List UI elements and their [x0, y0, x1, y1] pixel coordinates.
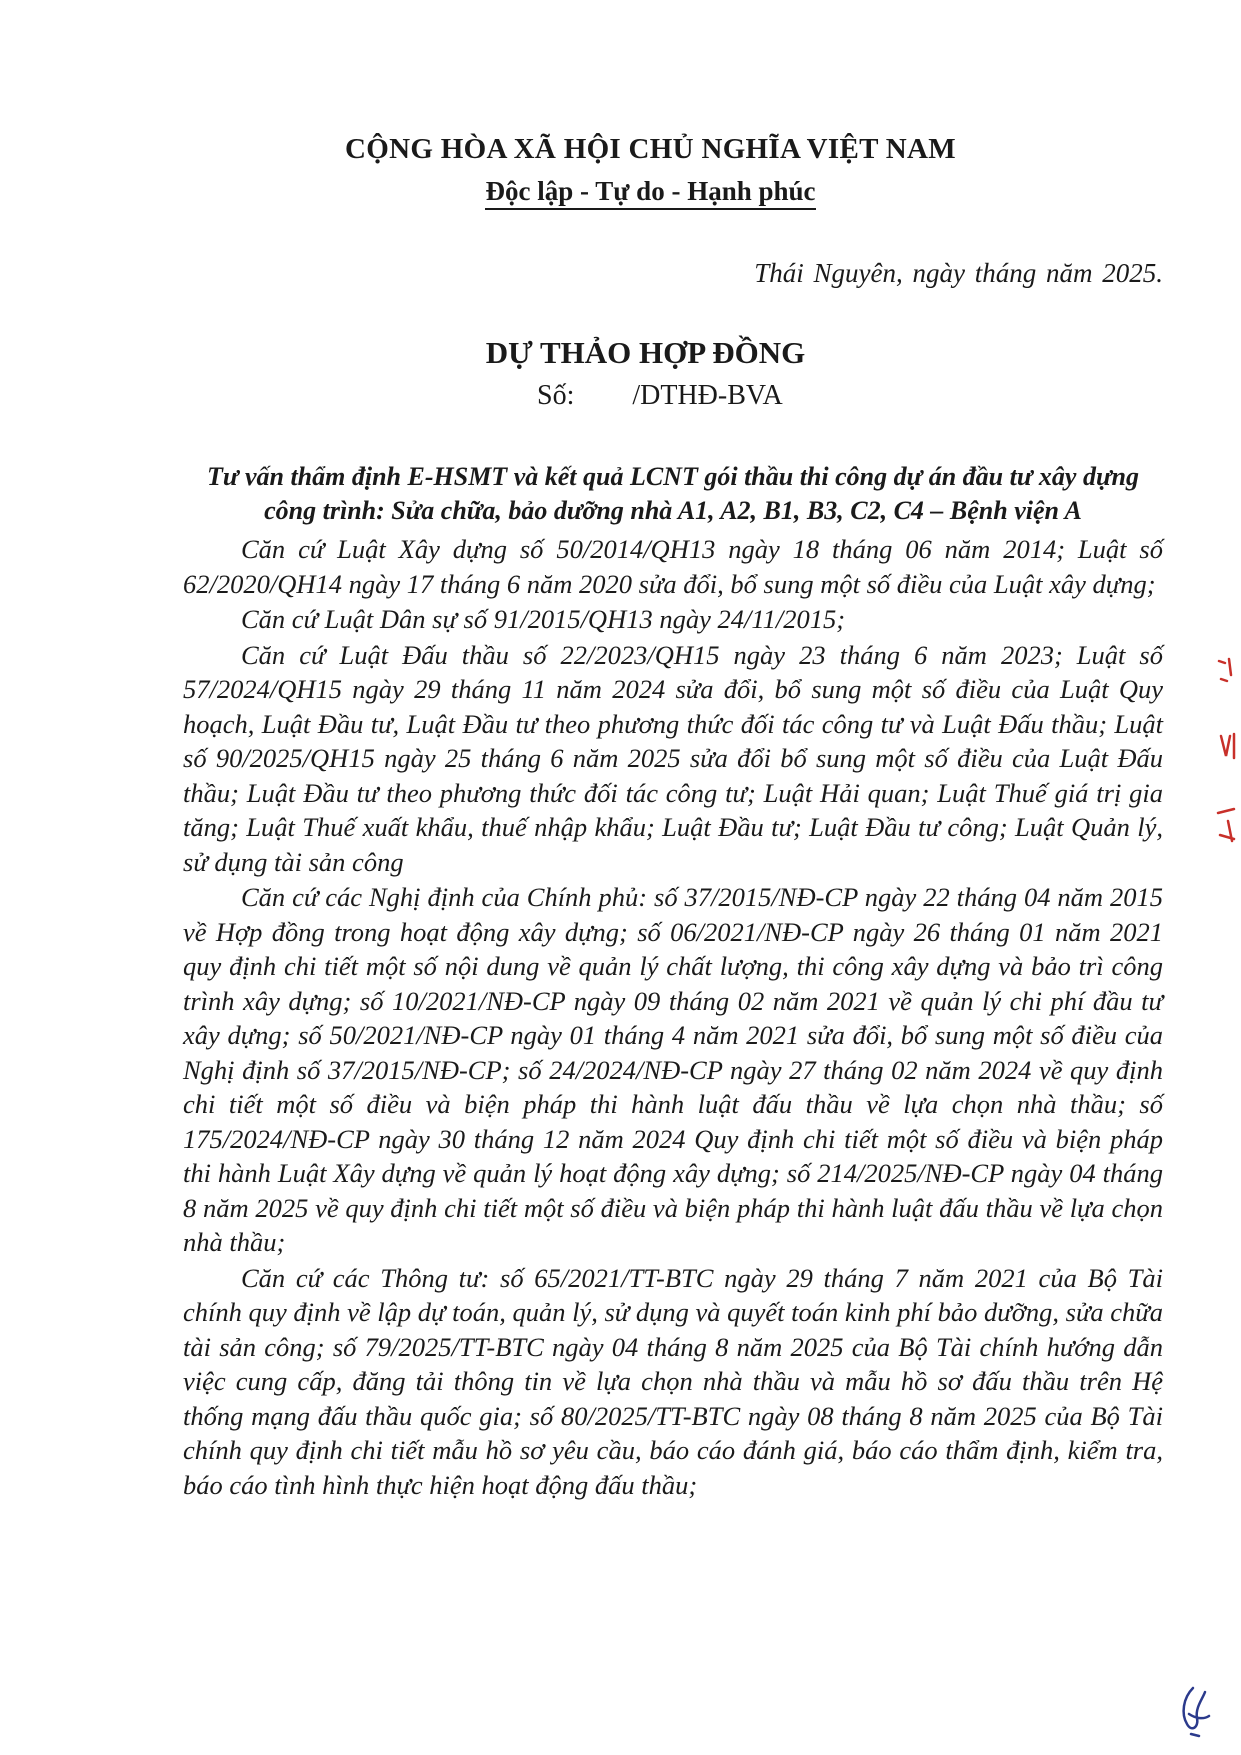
- signature-initials: [1173, 1684, 1213, 1740]
- document-number-label: Số:: [537, 380, 575, 411]
- place-date: Thái Nguyên, ngày tháng năm 2025.: [754, 258, 1163, 288]
- legal-basis-paragraph: Căn cứ Luật Đấu thầu số 22/2023/QH15 ngày 23 tháng 6 năm 2023; Luật số 57/2024/QH15 ngày 29 tháng 11 năm 2024 sửa đổi, bổ sung một số điều của Luật Quy hoạch, Luật Đầu tư, Luật Đầu tư theo phương thức đối tác công tư và Luật Đấu thầu; Luật số 90/2025/QH15 ngày 25 tháng 6 năm 2025 sửa đổi bổ sung một số điều của Luật Đấu thầu; Luật Đầu tư theo phương thức đối tác công tư; Luật Hải quan; Luật Thuế giá trị gia tăng; Luật Thuế xuất khẩu, thuế nhập khẩu; Luật Đầu tư; Luật Đầu tư công; Luật Quản lý, sử dụng tài sản công: [183, 639, 1163, 877]
- document-number: [537, 380, 783, 412]
- document-number-value: /DTHĐ-BVA: [632, 380, 783, 411]
- legal-basis-paragraph: Căn cứ Luật Xây dựng số 50/2014/QH13 ngày 18 tháng 06 năm 2014; Luật số 62/2020/QH14 ngày 17 tháng 6 năm 2020 sửa đổi, bổ sung một số điều của Luật xây dựng;: [183, 534, 1163, 599]
- margin-annotation-mark: [1214, 805, 1238, 845]
- legal-basis-paragraph: Căn cứ các Nghị định của Chính phủ: số 37/2015/NĐ-CP ngày 22 tháng 04 năm 2015 về Hợp đồng trong hoạt động xây dựng; số 06/2021/NĐ-CP ngày 26 tháng 01 năm 2021 quy định chi tiết một số nội dung về quản lý chất lượng, thi công xây dựng và bảo trì công trình xây dựng; số 10/2021/NĐ-CP ngày 09 tháng 02 năm 2021 về quản lý chi phí đầu tư xây dựng; số 50/2021/NĐ-CP ngày 01 tháng 4 năm 2021 sửa đổi, bổ sung một số điều của Nghị định số 37/2015/NĐ-CP; số 24/2024/NĐ-CP ngày 27 tháng 02 năm 2024 về quy định chi tiết một số điều và biện pháp thi hành luật đấu thầu về lựa chọn nhà thầu; số 175/2024/NĐ-CP ngày 30 tháng 12 năm 2024 Quy định chi tiết một số điều và biện pháp thi hành Luật Xây dựng về quản lý hoạt động xây dựng; số 214/2025/NĐ-CP ngày 04 tháng 8 năm 2025 về quy định chi tiết một số điều và biện pháp thi hành luật đấu thầu về lựa chọn nhà thầu;: [183, 882, 1163, 1257]
- legal-basis-paragraph: Căn cứ các Thông tư: số 65/2021/TT-BTC ngày 29 tháng 7 năm 2021 của Bộ Tài chính quy định về lập dự toán, quản lý, sử dụng và quyết toán kinh phí bảo dưỡng, sửa chữa tài sản công; số 79/2025/TT-BTC ngày 04 tháng 8 năm 2025 của Bộ Tài chính hướng dẫn việc cung cấp, đăng tải thông tin về lựa chọn nhà thầu và mẫu hồ sơ đấu thầu trên Hệ thống mạng đấu thầu quốc gia; số 80/2025/TT-BTC ngày 08 tháng 8 năm 2025 của Bộ Tài chính quy định chi tiết mẫu hồ sơ yêu cầu, báo cáo đánh giá, báo cáo thẩm định, kiểm tra, báo cáo tình hình thực hiện hoạt động đấu thầu;: [183, 1262, 1163, 1500]
- document-title: DỰ THẢO HỢP ĐỒNG: [485, 335, 806, 370]
- legal-basis-paragraph: Căn cứ Luật Dân sự số 91/2015/QH13 ngày 24/11/2015;: [241, 604, 846, 634]
- national-motto: [0, 176, 1241, 207]
- national-name: CỘNG HÒA XÃ HỘI CHỦ NGHĨA VIỆT NAM: [345, 133, 956, 165]
- margin-annotation-mark: [1215, 655, 1237, 695]
- contract-subject: Tư vấn thẩm định E-HSMT và kết quả LCNT gói thầu thi công dự án đầu tư xây dựng công trình: Sửa chữa, bảo dưỡng nhà A1, A2, B1, B3, C2, C4 – Bệnh viện A: [207, 462, 1139, 525]
- margin-annotation-mark: [1218, 730, 1238, 764]
- legal-basis: [183, 532, 1163, 1503]
- motto-text: Độc lập - Tự do - Hạnh phúc: [485, 176, 815, 210]
